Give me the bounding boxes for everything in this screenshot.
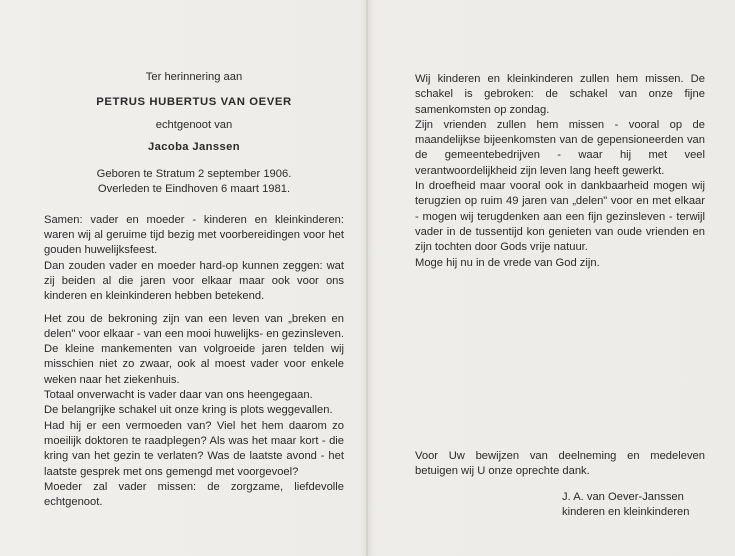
left-panel	[44, 70, 344, 510]
thanks-note	[415, 449, 705, 480]
signature-name: J. A. van Oever-Janssen	[562, 491, 684, 503]
right-panel	[415, 72, 705, 271]
left-paragraph: De kleine mankementen van volgroeide jaren telden wij misschien niet zo zwaar, ook al moest vader voor enkele weken naar het ziekenhuis.	[44, 343, 344, 386]
spouse-label: echtgenoot van	[155, 118, 233, 131]
right-paragraph: Moge hij nu in de vrede van God zijn.	[415, 256, 600, 269]
left-paragraph: Moeder zal vader missen: de zorgzame, liefdevolle echtgenoot.	[44, 480, 344, 509]
right-paragraph: Wij kinderen en kleinkinderen zullen hem missen. De schakel is gebroken: de schakel van onze fijne samenkomsten op zondag.	[415, 73, 705, 116]
signature-block	[562, 490, 690, 521]
left-paragraph: Dan zouden vader en moeder hard-op kunnen zeggen: wat zij beiden al die jaren voor elkaar maar ook voor ons kinderen en kleinkinderen hebben betekend.	[44, 259, 344, 303]
left-paragraph: Het zou de bekroning zijn van een leven van „breken en delen" voor elkaar - van een mooi huwelijks- en gezinsleven.	[44, 312, 344, 340]
spouse-name: Jacoba Janssen	[147, 140, 241, 153]
death-line: Overleden te Eindhoven 6 maart 1981.	[97, 183, 291, 196]
thanks-text: Voor Uw bewijzen van deelneming en medeleven betuigen wij U onze oprechte dank.	[415, 450, 705, 478]
intro-line: Ter herinnering aan	[145, 71, 243, 83]
signature-family: kinderen en kleinkinderen	[562, 506, 690, 519]
left-paragraph: Had hij er een vermoeden van? Viel het hem daarom zo moeilijk doktoren te raadplegen? Als was het maar kort - die kring van het gezin te verlaten? Was de laatste avond - het laatste gesprek met ons gemengd met voorgevoel?	[44, 419, 344, 478]
center-fold	[366, 0, 368, 556]
left-paragraph: Samen: vader en moeder - kinderen en kleinkinderen: waren wij al geruime tijd bezig met voorbereidingen voor het gouden huwelijksfeest.	[44, 213, 344, 257]
birth-line: Geboren te Stratum 2 september 1906.	[96, 168, 292, 181]
left-paragraph: Totaal onverwacht is vader daar van ons heengegaan.	[44, 389, 313, 402]
right-paragraph: In droefheid maar vooral ook in dankbaarheid mogen wij terugzien op ruim 49 jaren van „delen" voor en met elkaar - mogen wij terugdenken aan een fijn gezinsleven - terwijl vader in de tussentijd kon genieten van oude vrienden en zijn tochten door Gods vrije natuur.	[415, 180, 705, 254]
right-paragraph: Zijn vrienden zullen hem missen - vooral op de maandelijkse bijeenkomsten van de gepensioneerden van de gemeentebedrijven - waar hij met veel verantwoordelijkheid zijn leven lang heeft gewerkt.	[415, 118, 705, 177]
deceased-name: PETRUS HUBERTUS VAN OEVER	[96, 96, 292, 109]
left-paragraph: De belangrijke schakel uit onze kring is plots weggevallen.	[44, 404, 333, 417]
